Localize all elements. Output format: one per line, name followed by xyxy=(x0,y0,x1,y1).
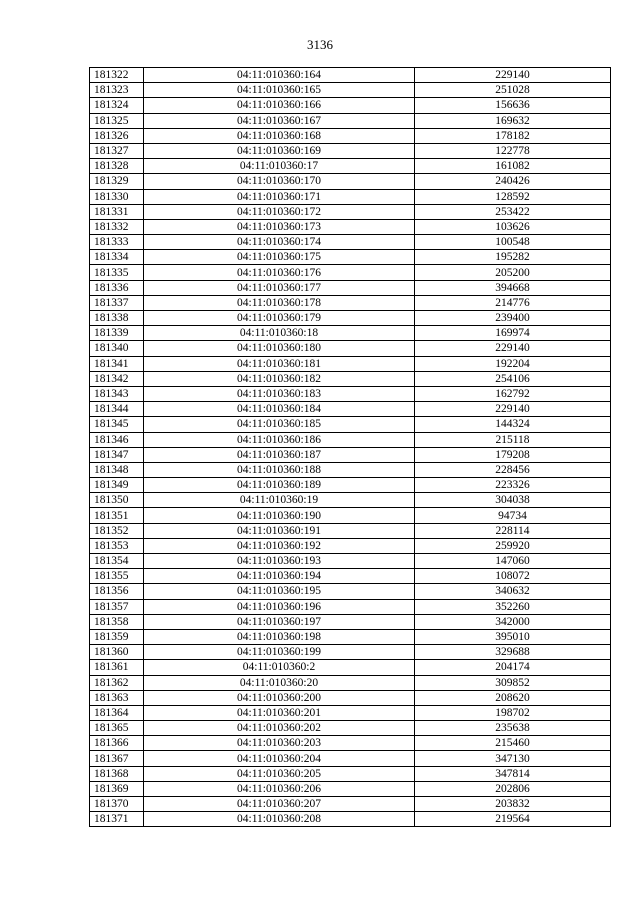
value-cell: 229140 xyxy=(415,68,611,83)
table-row xyxy=(90,478,611,493)
table-body xyxy=(90,68,611,827)
row-id-cell: 181362 xyxy=(90,675,144,690)
table-row xyxy=(90,599,611,614)
value-cell: 229140 xyxy=(415,341,611,356)
row-id-cell: 181361 xyxy=(90,660,144,675)
value-cell: 205200 xyxy=(415,265,611,280)
value-cell: 254106 xyxy=(415,371,611,386)
row-id-cell: 181343 xyxy=(90,386,144,401)
row-id-cell: 181369 xyxy=(90,781,144,796)
table-row xyxy=(90,629,611,644)
cadastral-number-cell: 04:11:010360:190 xyxy=(144,508,415,523)
table-row xyxy=(90,660,611,675)
value-cell: 202806 xyxy=(415,781,611,796)
row-id-cell: 181326 xyxy=(90,128,144,143)
value-cell: 309852 xyxy=(415,675,611,690)
value-cell: 340632 xyxy=(415,584,611,599)
cadastral-number-cell: 04:11:010360:185 xyxy=(144,417,415,432)
cadastral-number-cell: 04:11:010360:208 xyxy=(144,812,415,827)
cadastral-number-cell: 04:11:010360:19 xyxy=(144,493,415,508)
value-cell: 208620 xyxy=(415,690,611,705)
table-row xyxy=(90,508,611,523)
value-cell: 195282 xyxy=(415,250,611,265)
value-cell: 214776 xyxy=(415,295,611,310)
cadastral-number-cell: 04:11:010360:181 xyxy=(144,356,415,371)
table-row xyxy=(90,341,611,356)
cadastral-number-cell: 04:11:010360:188 xyxy=(144,462,415,477)
table-row xyxy=(90,204,611,219)
table-row xyxy=(90,766,611,781)
table-row xyxy=(90,721,611,736)
value-cell: 219564 xyxy=(415,812,611,827)
table-row xyxy=(90,538,611,553)
row-id-cell: 181348 xyxy=(90,462,144,477)
table-row xyxy=(90,189,611,204)
cadastral-number-cell: 04:11:010360:176 xyxy=(144,265,415,280)
value-cell: 215118 xyxy=(415,432,611,447)
row-id-cell: 181358 xyxy=(90,614,144,629)
cadastral-number-cell: 04:11:010360:197 xyxy=(144,614,415,629)
cadastral-number-cell: 04:11:010360:203 xyxy=(144,736,415,751)
cadastral-number-cell: 04:11:010360:166 xyxy=(144,98,415,113)
row-id-cell: 181360 xyxy=(90,645,144,660)
value-cell: 215460 xyxy=(415,736,611,751)
row-id-cell: 181368 xyxy=(90,766,144,781)
row-id-cell: 181340 xyxy=(90,341,144,356)
cadastral-number-cell: 04:11:010360:187 xyxy=(144,447,415,462)
table-row xyxy=(90,614,611,629)
value-cell: 108072 xyxy=(415,569,611,584)
row-id-cell: 181328 xyxy=(90,159,144,174)
value-cell: 259920 xyxy=(415,538,611,553)
row-id-cell: 181364 xyxy=(90,705,144,720)
table-row xyxy=(90,68,611,83)
cadastral-number-cell: 04:11:010360:167 xyxy=(144,113,415,128)
cadastral-number-cell: 04:11:010360:205 xyxy=(144,766,415,781)
cadastral-number-cell: 04:11:010360:206 xyxy=(144,781,415,796)
cadastral-number-cell: 04:11:010360:175 xyxy=(144,250,415,265)
table-row xyxy=(90,432,611,447)
cadastral-number-cell: 04:11:010360:184 xyxy=(144,402,415,417)
cadastral-number-cell: 04:11:010360:202 xyxy=(144,721,415,736)
value-cell: 128592 xyxy=(415,189,611,204)
cadastral-number-cell: 04:11:010360:168 xyxy=(144,128,415,143)
table-row xyxy=(90,812,611,827)
cadastral-number-cell: 04:11:010360:191 xyxy=(144,523,415,538)
value-cell: 100548 xyxy=(415,235,611,250)
table-row xyxy=(90,113,611,128)
row-id-cell: 181342 xyxy=(90,371,144,386)
row-id-cell: 181344 xyxy=(90,402,144,417)
table-row xyxy=(90,797,611,812)
row-id-cell: 181333 xyxy=(90,235,144,250)
cadastral-number-cell: 04:11:010360:165 xyxy=(144,83,415,98)
row-id-cell: 181346 xyxy=(90,432,144,447)
cadastral-number-cell: 04:11:010360:179 xyxy=(144,311,415,326)
cadastral-number-cell: 04:11:010360:199 xyxy=(144,645,415,660)
cadastral-number-cell: 04:11:010360:169 xyxy=(144,143,415,158)
row-id-cell: 181323 xyxy=(90,83,144,98)
row-id-cell: 181330 xyxy=(90,189,144,204)
row-id-cell: 181367 xyxy=(90,751,144,766)
table-row xyxy=(90,143,611,158)
cadastral-number-cell: 04:11:010360:195 xyxy=(144,584,415,599)
cadastral-number-cell: 04:11:010360:186 xyxy=(144,432,415,447)
table-row xyxy=(90,83,611,98)
row-id-cell: 181338 xyxy=(90,311,144,326)
table-row xyxy=(90,280,611,295)
row-id-cell: 181370 xyxy=(90,797,144,812)
table-row xyxy=(90,569,611,584)
table-row xyxy=(90,311,611,326)
table-row xyxy=(90,493,611,508)
value-cell: 342000 xyxy=(415,614,611,629)
cadastral-number-cell: 04:11:010360:180 xyxy=(144,341,415,356)
cadastral-number-cell: 04:11:010360:183 xyxy=(144,386,415,401)
table-row xyxy=(90,326,611,341)
value-cell: 253422 xyxy=(415,204,611,219)
value-cell: 204174 xyxy=(415,660,611,675)
table-row xyxy=(90,356,611,371)
value-cell: 304038 xyxy=(415,493,611,508)
table-row xyxy=(90,447,611,462)
table-row xyxy=(90,250,611,265)
table-row xyxy=(90,174,611,189)
row-id-cell: 181354 xyxy=(90,554,144,569)
row-id-cell: 181353 xyxy=(90,538,144,553)
value-cell: 347814 xyxy=(415,766,611,781)
row-id-cell: 181352 xyxy=(90,523,144,538)
table-row xyxy=(90,462,611,477)
value-cell: 251028 xyxy=(415,83,611,98)
table-row xyxy=(90,751,611,766)
row-id-cell: 181357 xyxy=(90,599,144,614)
value-cell: 147060 xyxy=(415,554,611,569)
row-id-cell: 181356 xyxy=(90,584,144,599)
row-id-cell: 181355 xyxy=(90,569,144,584)
table-row xyxy=(90,371,611,386)
cadastral-number-cell: 04:11:010360:182 xyxy=(144,371,415,386)
value-cell: 103626 xyxy=(415,219,611,234)
value-cell: 228114 xyxy=(415,523,611,538)
value-cell: 198702 xyxy=(415,705,611,720)
table-row xyxy=(90,705,611,720)
cadastral-number-cell: 04:11:010360:172 xyxy=(144,204,415,219)
value-cell: 229140 xyxy=(415,402,611,417)
table-row xyxy=(90,554,611,569)
value-cell: 169974 xyxy=(415,326,611,341)
row-id-cell: 181341 xyxy=(90,356,144,371)
value-cell: 395010 xyxy=(415,629,611,644)
table-row xyxy=(90,235,611,250)
cadastral-number-cell: 04:11:010360:192 xyxy=(144,538,415,553)
cadastral-number-cell: 04:11:010360:204 xyxy=(144,751,415,766)
table-row xyxy=(90,523,611,538)
row-id-cell: 181322 xyxy=(90,68,144,83)
row-id-cell: 181371 xyxy=(90,812,144,827)
cadastral-number-cell: 04:11:010360:196 xyxy=(144,599,415,614)
value-cell: 178182 xyxy=(415,128,611,143)
cadastral-number-cell: 04:11:010360:170 xyxy=(144,174,415,189)
table-row xyxy=(90,402,611,417)
table-row xyxy=(90,219,611,234)
cadastral-number-cell: 04:11:010360:178 xyxy=(144,295,415,310)
cadastral-number-cell: 04:11:010360:198 xyxy=(144,629,415,644)
cadastral-number-cell: 04:11:010360:171 xyxy=(144,189,415,204)
page-number: 3136 xyxy=(307,37,333,52)
data-table xyxy=(89,67,611,827)
value-cell: 169632 xyxy=(415,113,611,128)
table-row xyxy=(90,781,611,796)
cadastral-number-cell: 04:11:010360:18 xyxy=(144,326,415,341)
value-cell: 144324 xyxy=(415,417,611,432)
cadastral-number-cell: 04:11:010360:194 xyxy=(144,569,415,584)
row-id-cell: 181329 xyxy=(90,174,144,189)
table-row xyxy=(90,295,611,310)
row-id-cell: 181327 xyxy=(90,143,144,158)
cadastral-number-cell: 04:11:010360:201 xyxy=(144,705,415,720)
row-id-cell: 181325 xyxy=(90,113,144,128)
table-row xyxy=(90,386,611,401)
table-row xyxy=(90,417,611,432)
value-cell: 223326 xyxy=(415,478,611,493)
row-id-cell: 181339 xyxy=(90,326,144,341)
table-row xyxy=(90,265,611,280)
cadastral-number-cell: 04:11:010360:177 xyxy=(144,280,415,295)
value-cell: 192204 xyxy=(415,356,611,371)
value-cell: 347130 xyxy=(415,751,611,766)
cadastral-number-cell: 04:11:010360:20 xyxy=(144,675,415,690)
table-row xyxy=(90,128,611,143)
value-cell: 228456 xyxy=(415,462,611,477)
row-id-cell: 181334 xyxy=(90,250,144,265)
value-cell: 179208 xyxy=(415,447,611,462)
row-id-cell: 181363 xyxy=(90,690,144,705)
table-row xyxy=(90,690,611,705)
row-id-cell: 181365 xyxy=(90,721,144,736)
value-cell: 394668 xyxy=(415,280,611,295)
value-cell: 122778 xyxy=(415,143,611,158)
value-cell: 329688 xyxy=(415,645,611,660)
value-cell: 156636 xyxy=(415,98,611,113)
row-id-cell: 181336 xyxy=(90,280,144,295)
table-row xyxy=(90,645,611,660)
row-id-cell: 181359 xyxy=(90,629,144,644)
cadastral-number-cell: 04:11:010360:200 xyxy=(144,690,415,705)
cadastral-number-cell: 04:11:010360:173 xyxy=(144,219,415,234)
row-id-cell: 181337 xyxy=(90,295,144,310)
row-id-cell: 181335 xyxy=(90,265,144,280)
row-id-cell: 181345 xyxy=(90,417,144,432)
value-cell: 161082 xyxy=(415,159,611,174)
cadastral-number-cell: 04:11:010360:174 xyxy=(144,235,415,250)
value-cell: 235638 xyxy=(415,721,611,736)
row-id-cell: 181366 xyxy=(90,736,144,751)
value-cell: 239400 xyxy=(415,311,611,326)
row-id-cell: 181332 xyxy=(90,219,144,234)
value-cell: 94734 xyxy=(415,508,611,523)
value-cell: 240426 xyxy=(415,174,611,189)
row-id-cell: 181324 xyxy=(90,98,144,113)
row-id-cell: 181331 xyxy=(90,204,144,219)
table-row xyxy=(90,159,611,174)
table-row xyxy=(90,584,611,599)
value-cell: 352260 xyxy=(415,599,611,614)
table-row xyxy=(90,675,611,690)
table-row xyxy=(90,98,611,113)
value-cell: 203832 xyxy=(415,797,611,812)
cadastral-number-cell: 04:11:010360:207 xyxy=(144,797,415,812)
row-id-cell: 181350 xyxy=(90,493,144,508)
row-id-cell: 181351 xyxy=(90,508,144,523)
table-row xyxy=(90,736,611,751)
cadastral-number-cell: 04:11:010360:17 xyxy=(144,159,415,174)
cadastral-number-cell: 04:11:010360:2 xyxy=(144,660,415,675)
cadastral-number-cell: 04:11:010360:189 xyxy=(144,478,415,493)
cadastral-number-cell: 04:11:010360:193 xyxy=(144,554,415,569)
value-cell: 162792 xyxy=(415,386,611,401)
row-id-cell: 181347 xyxy=(90,447,144,462)
row-id-cell: 181349 xyxy=(90,478,144,493)
cadastral-number-cell: 04:11:010360:164 xyxy=(144,68,415,83)
